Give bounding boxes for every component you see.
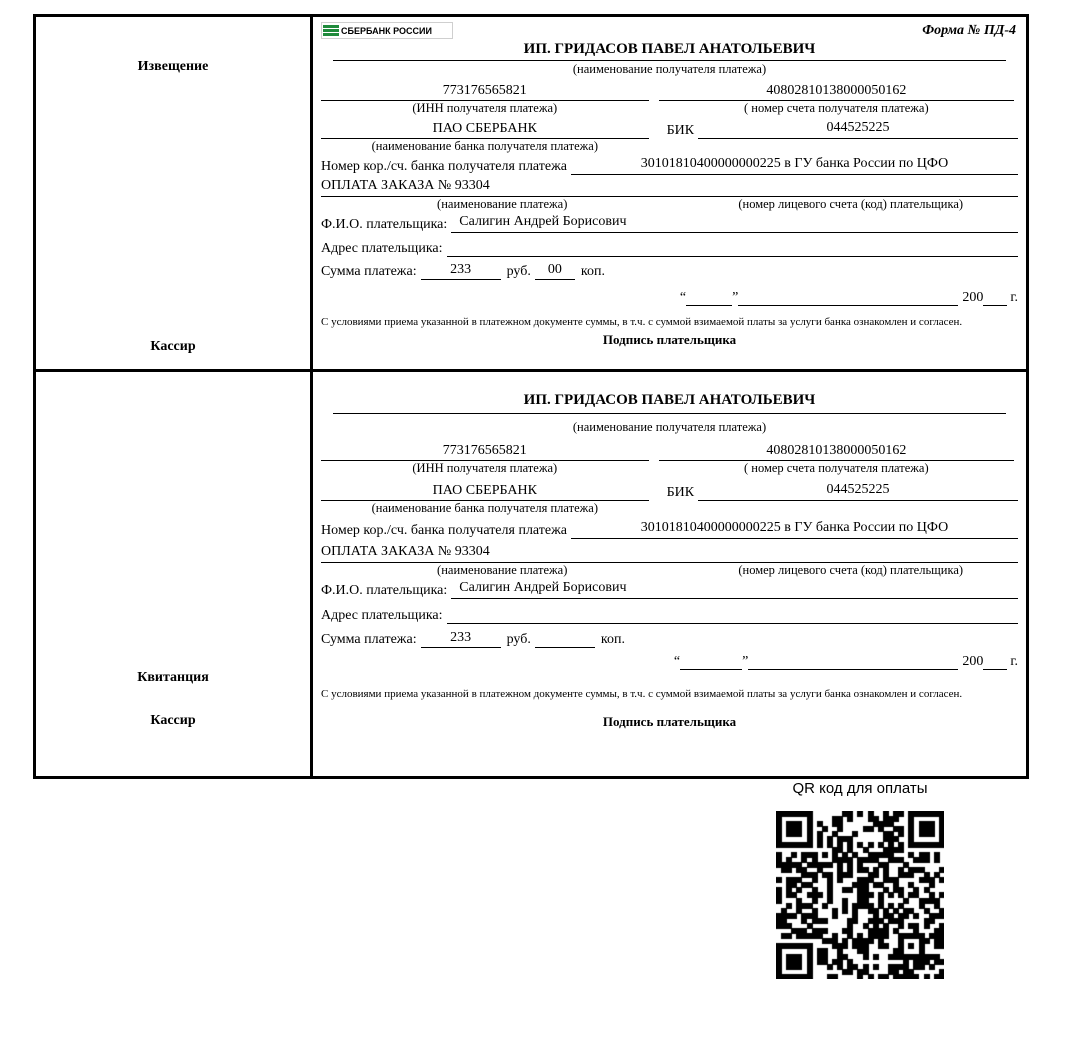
payer-label-top: Ф.И.О. плательщика: [321,217,448,232]
notice-right-column [313,17,1026,369]
payment-purpose-row-bottom [321,544,1018,563]
corr-account-value-bottom: 30101810400000000225 в ГУ банка России по ЦФО [571,520,1018,539]
notice-section [36,17,1026,372]
inn-account-row-bottom [321,443,1018,461]
payer-name-row-bottom [321,580,1018,599]
address-value-top [447,238,1018,257]
receipt-right-column [313,372,1026,776]
year-suffix-bottom: г. [1010,654,1018,669]
sum-label-bottom: Сумма платежа: [321,632,417,647]
qr-code-title: QR код для оплаты [792,780,928,797]
bank-name-caption-row-top [321,139,1018,154]
corr-account-row-top [321,156,1018,175]
address-value-bottom [447,605,1018,624]
year-prefix-top: 200 [962,290,984,305]
corr-account-label-bottom: Номер кор./сч. банка получателя платежа [321,523,567,538]
payee-name-top: ИП. ГРИДАСОВ ПАВЕЛ АНАТОЛЬЕВИЧ [333,41,1006,61]
bank-name-caption-top: (наименование банка получателя платежа) [371,139,598,153]
payment-purpose-caption-bottom: (наименование платежа) [437,563,568,577]
inn-account-row-top [321,83,1018,101]
sberbank-logo-text: СБЕРБАНК РОССИИ [341,25,432,36]
year-suffix-top: г. [1010,290,1018,305]
date-day-blank-bottom [680,654,742,670]
kop-word-top: коп. [580,264,605,279]
bank-bik-row-top [321,120,1018,139]
signature-label-bottom: Подпись плательщика [602,713,737,729]
address-label-top: Адрес плательщика: [321,241,443,256]
sberbank-logo-mark-icon [323,24,339,37]
date-day-blank-top [686,290,732,306]
address-label-bottom: Адрес плательщика: [321,608,443,623]
personal-account-caption-top: (номер лицевого счета (код) плательщика) [738,197,964,211]
bik-value-bottom: 044525225 [698,482,1018,501]
bank-name-bottom: ПАО СБЕРБАНК [321,483,649,501]
year-prefix-bottom: 200 [962,654,984,669]
payer-name-top: Салигин Андрей Борисович [451,214,1018,233]
date-quote-close-bottom: ” [742,654,749,669]
year-blank-bottom [983,654,1007,670]
inn-account-captions-top [321,101,1018,116]
account-caption-top: ( номер счета получателя платежа) [743,101,929,115]
date-row-bottom [321,654,1018,670]
corr-account-value-top: 30101810400000000225 в ГУ банка России по ЦФО [571,156,1018,175]
payer-name-bottom: Салигин Андрей Борисович [451,580,1018,599]
label-cashier-bottom: Кассир [150,713,196,728]
date-quote-open-top: “ [679,290,687,305]
receipt-section [36,372,1026,776]
bik-value-top: 044525225 [698,120,1018,139]
payee-name-caption-bottom: (наименование получателя платежа) [572,420,767,434]
sum-row-bottom [321,630,1018,648]
year-blank-top [983,290,1007,306]
payment-form [33,14,1029,779]
corr-account-label-top: Номер кор./сч. банка получателя платежа [321,159,567,174]
account-value-bottom: 40802810138000050162 [659,443,1014,461]
date-quote-close-top: ” [732,290,739,305]
agreement-text-bottom: С условиями приема указанной в платежном документе суммы, в т.ч. с суммой взимаемой платы за услуги банка ознакомлен и согласен. [321,688,963,700]
payment-purpose-row-top [321,178,1018,197]
form-number: Форма № ПД-4 [922,23,1016,38]
payer-label-bottom: Ф.И.О. плательщика: [321,583,448,598]
sum-rub-top: 233 [421,262,501,280]
qr-code-image [768,803,952,987]
payment-purpose-bottom: ОПЛАТА ЗАКАЗА № 93304 [321,544,1018,563]
receipt-left-column [36,372,313,776]
signature-label-top: Подпись плательщика [602,331,737,347]
inn-account-captions-bottom [321,461,1018,476]
payer-address-row-top [321,238,1018,257]
payee-name-bottom: ИП. ГРИДАСОВ ПАВЕЛ АНАТОЛЬЕВИЧ [333,392,1006,414]
label-cashier-top: Кассир [150,339,196,354]
inn-value-bottom: 773176565821 [321,443,649,461]
account-caption-bottom: ( номер счета получателя платежа) [743,461,929,475]
sberbank-logo [321,22,453,39]
kop-word-bottom: коп. [600,632,625,647]
label-receipt: Квитанция [137,670,209,685]
sum-label-top: Сумма платежа: [321,264,417,279]
label-notice: Извещение [137,59,209,74]
agreement-text-top: С условиями приема указанной в платежном документе суммы, в т.ч. с суммой взимаемой платы за услуги банка ознакомлен и согласен. [321,316,963,328]
payment-purpose-caption-top: (наименование платежа) [437,197,568,211]
qr-code-area [760,780,960,987]
bik-label-bottom: БИК [666,485,695,500]
date-month-blank-top [738,290,958,306]
personal-account-caption-bottom: (номер лицевого счета (код) плательщика) [738,563,964,577]
bik-label-top: БИК [666,123,695,138]
purpose-captions-top [321,197,1018,212]
purpose-captions-bottom [321,563,1018,578]
bank-name-caption-row-bottom [321,501,1018,516]
payer-address-row-bottom [321,605,1018,624]
rub-word-bottom: руб. [506,632,531,647]
bank-name-caption-bottom: (наименование банка получателя платежа) [371,501,598,515]
sum-rub-bottom: 233 [421,630,501,648]
inn-caption-top: (ИНН получателя платежа) [412,101,558,115]
sum-row-top [321,262,1018,280]
inn-value-top: 773176565821 [321,83,649,101]
date-month-blank-bottom [748,654,958,670]
date-quote-open-bottom: “ [673,654,681,669]
corr-account-row-bottom [321,520,1018,539]
bank-bik-row-bottom [321,482,1018,501]
bank-name-top: ПАО СБЕРБАНК [321,121,649,139]
inn-caption-bottom: (ИНН получателя платежа) [412,461,558,475]
payment-purpose-top: ОПЛАТА ЗАКАЗА № 93304 [321,178,1018,197]
date-row-top [321,290,1018,306]
sum-kop-top: 00 [535,262,575,280]
payee-name-caption-top: (наименование получателя платежа) [572,62,767,76]
payer-name-row-top [321,214,1018,233]
sum-kop-bottom [535,646,595,648]
rub-word-top: руб. [506,264,531,279]
notice-left-column [36,17,313,369]
account-value-top: 40802810138000050162 [659,83,1014,101]
